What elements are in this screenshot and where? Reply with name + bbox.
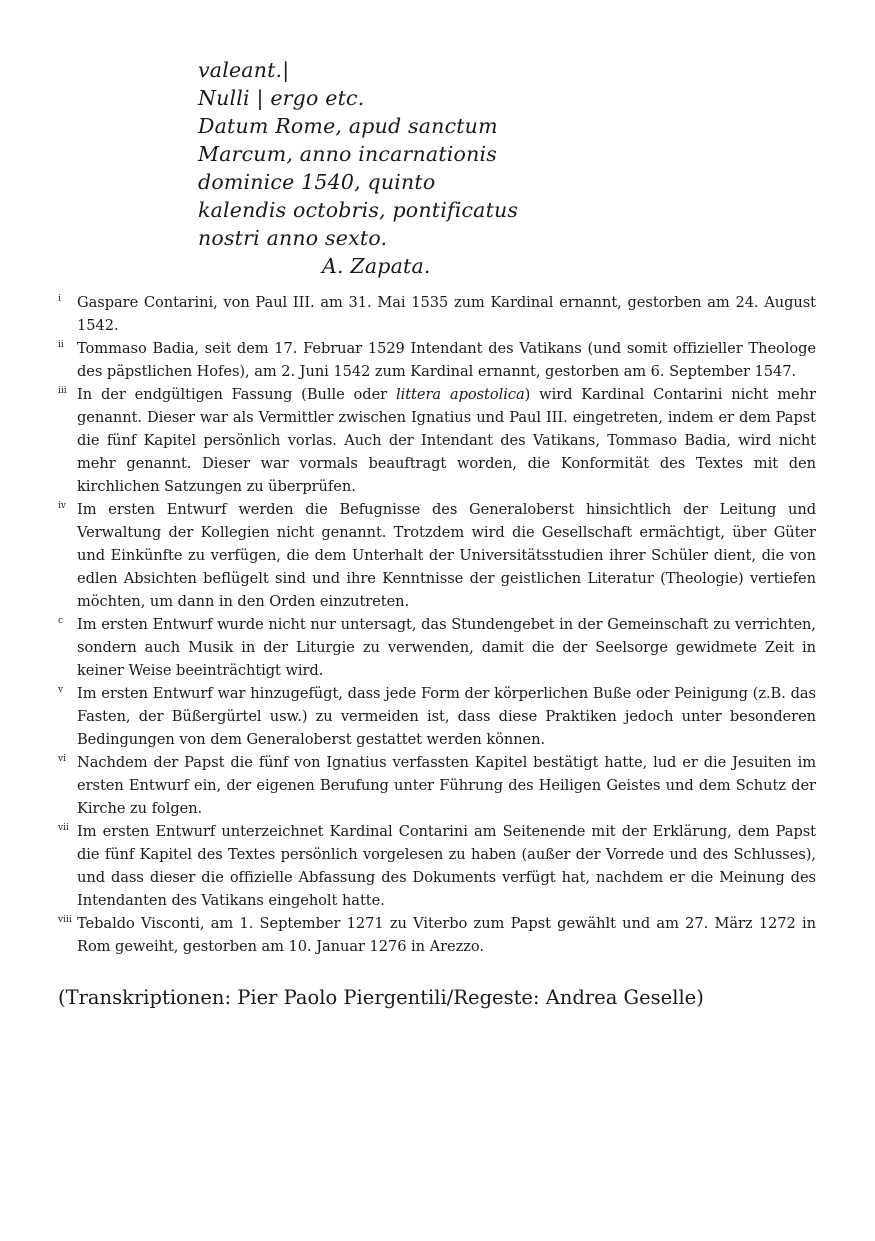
footnote [58, 613, 816, 682]
verse-line: nostri anno sexto. [198, 226, 388, 250]
footnote-mark: iv [58, 501, 66, 511]
footnote-mark: v [58, 685, 64, 695]
verse-line: valeant.| [198, 58, 290, 82]
footnote-mark: vii [58, 823, 69, 833]
footnote-mark: i [58, 294, 61, 304]
transcription-credit: (Transkriptionen: Pier Paolo Piergentili/Regeste: Andrea Geselle) [58, 986, 704, 1009]
footnote-text: Tebaldo Visconti, am 1. September 1271 zu Viterbo zum Papst gewählt und am 27. März 1272 in Rom geweiht, gestorben am 10. Januar 1276 in Arezzo. [77, 915, 816, 955]
footnote [58, 682, 816, 751]
footnote [58, 291, 816, 337]
footnote-text-italic: littera apostolica [396, 386, 525, 403]
footnote-text: Im ersten Entwurf war hinzugefügt, dass jede Form der körperlichen Buße oder Peinigung (z.B. das Fasten, der Büßergürtel usw.) zu vermeiden ist, dass diese Praktiken jedoch unter besonderen Bedingungen von dem Generaloberst gestattet werden können. [77, 685, 816, 748]
verse-line: Marcum, anno incarnationis [198, 142, 497, 166]
footnote-mark: viii [58, 915, 72, 925]
footnote-mark: iii [58, 386, 67, 396]
footnote [58, 912, 816, 958]
footnote-mark: vi [58, 754, 66, 764]
verse-line: dominice 1540, quinto [198, 170, 436, 194]
verse-line: Nulli | ergo etc. [198, 86, 365, 110]
footnote [58, 820, 816, 912]
footnote-text: Nachdem der Papst die fünf von Ignatius verfassten Kapitel bestätigt hatte, lud er die Jesuiten im ersten Entwurf ein, der eigenen Berufung unter Führung des Heiligen Geistes und dem Schutz der Kirche zu folgen. [77, 754, 816, 817]
footnote-text: Im ersten Entwurf werden die Befugnisse des Generaloberst hinsichtlich der Leitung und Verwaltung der Kollegien nicht genannt. Trotzdem wird die Gesellschaft ermächtigt, über Güter und Einkünfte zu verfügen, die dem Unterhalt der Universitätsstudien ihrer Schüler dient, die von edlen Absichten beflügelt sind und ihre Kenntnisse der geistlichen Literatur (Theologie) vertiefen möchten, um dann in den Orden einzutreten. [77, 501, 816, 610]
footnote [58, 498, 816, 613]
footnote-text: Im ersten Entwurf wurde nicht nur untersagt, das Stundengebet in der Gemeinschaft zu verrichten, sondern auch Musik in der Liturgie zu verwenden, damit die der Seelsorge gewidmete Zeit in keiner Weise beeinträchtigt wird. [77, 616, 816, 679]
footnote-text: Gaspare Contarini, von Paul III. am 31. Mai 1535 zum Kardinal ernannt, gestorben am 24. August 1542. [77, 294, 816, 334]
footnote-text: Im ersten Entwurf unterzeichnet Kardinal Contarini am Seitenende mit der Erklärung, dem Papst die fünf Kapitel des Textes persönlich vorgelesen zu haben (außer der Vorrede und des Schlusses), und dass dieser die offizielle Abfassung des Dokuments verfügt hat, nachdem er die Meinung des Intendanten des Vatikans eingeholt hatte. [77, 823, 816, 909]
footnote-text: Tommaso Badia, seit dem 17. Februar 1529 Intendant des Vatikans (und somit offizieller Theologe des päpstlichen Hofes), am 2. Juni 1542 zum Kardinal ernannt, gestorben am 6. September 1547. [77, 340, 816, 380]
latin-verse [198, 56, 518, 280]
footnote-text-pre: In der endgültigen Fassung (Bulle oder [77, 386, 396, 403]
verse-line: kalendis octobris, pontificatus [198, 198, 519, 222]
footnote [58, 383, 816, 498]
verse-line: Datum Rome, apud sanctum [198, 114, 498, 138]
footnote [58, 337, 816, 383]
footnote-mark: c [58, 616, 64, 626]
footnote [58, 751, 816, 820]
footnote-mark: ii [58, 340, 64, 350]
footnote-text-post: ) wird Kardinal Contarini nicht mehr genannt. Dieser war als Vermittler zwischen Ignatius und Paul III. eingetreten, indem er dem Papst die fünf Kapitel persönlich vorlas. Auch der Intendant des Vatikans, Tommaso Badia, wird nicht mehr genannt. Dieser war vormals beauftragt worden, die Konformität des Textes mit den kirchlichen Satzungen zu überprüfen. [77, 386, 817, 495]
verse-signature: A. Zapata. [322, 254, 431, 278]
footnotes [58, 291, 816, 958]
footnote-text [77, 383, 816, 498]
